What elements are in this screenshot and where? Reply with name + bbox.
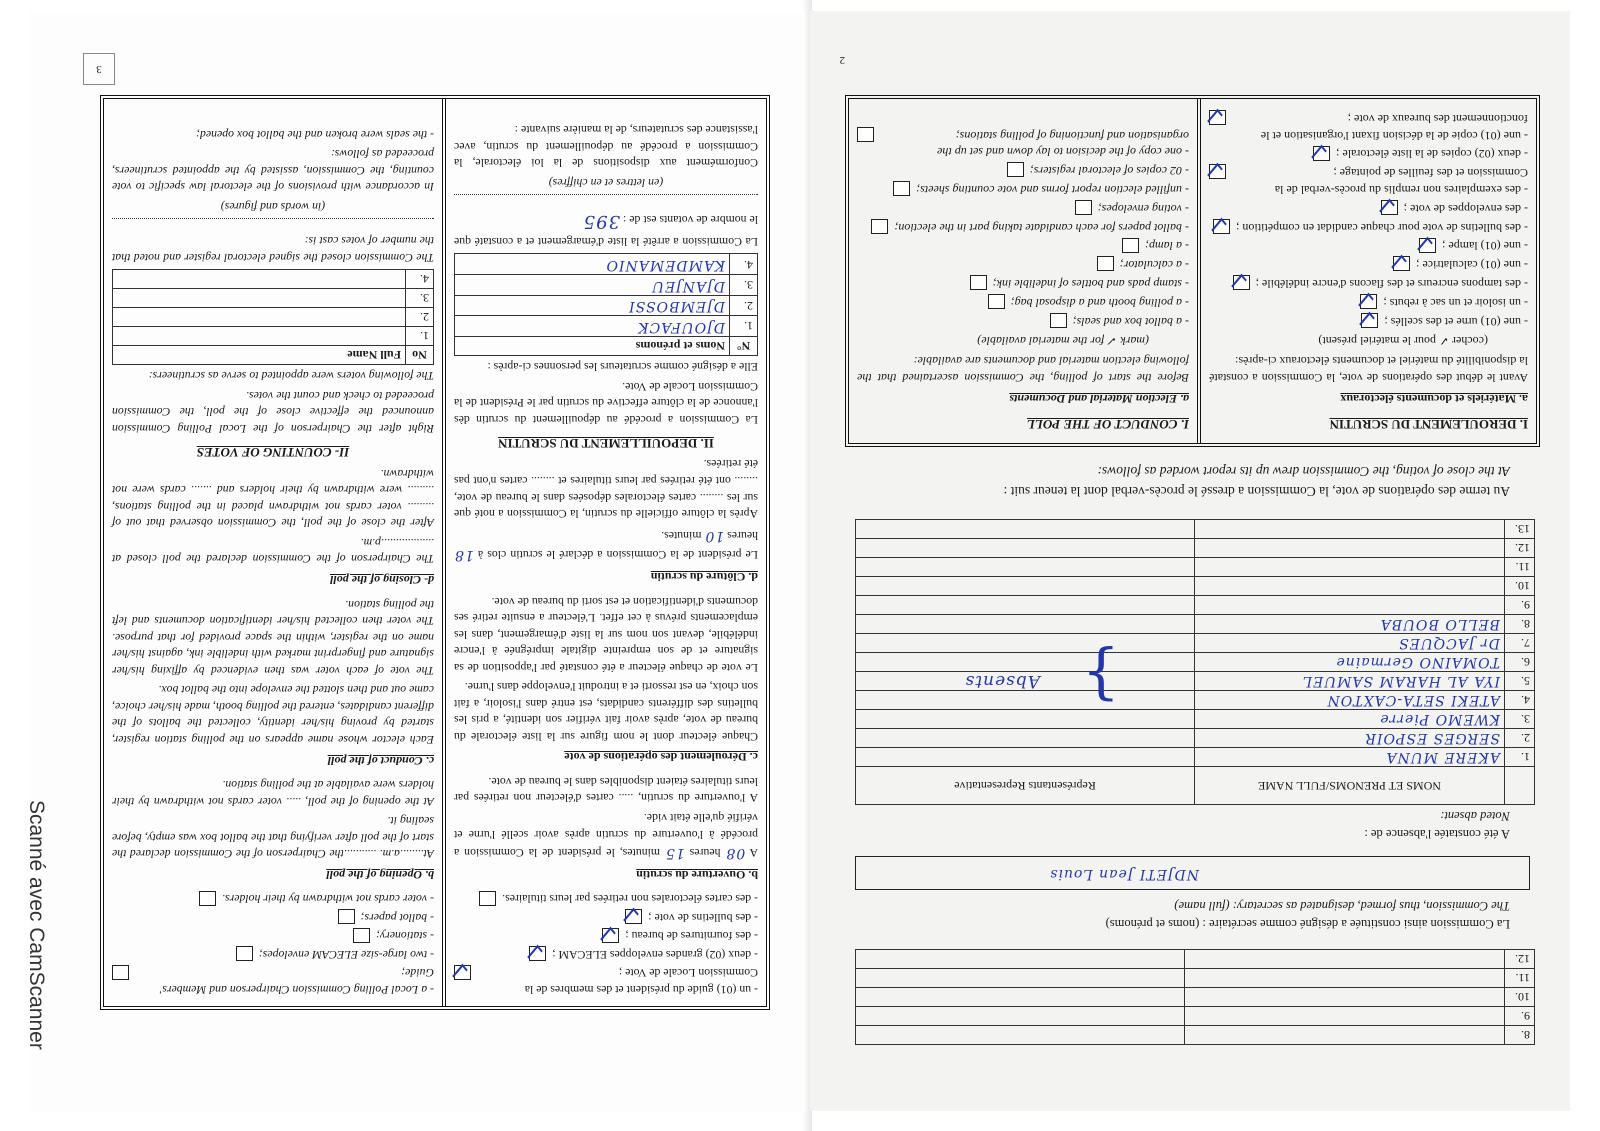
- checklist-item: - des tampons encreurs et des flacons d'encre indélébile ;: [1209, 275, 1528, 292]
- checklist-item: - stamp pads and bottles of indelible ink;: [857, 275, 1189, 292]
- checklist-item: - deux (02) grandes enveloppes ELECAM ;: [454, 946, 758, 963]
- scrutineer-table: N° Noms et prénoms 1. DJOUFACK 2. DJEMBOSSI 3. DJANJEU 4. KAMDEMANIO: [454, 253, 758, 355]
- absent-name: [1195, 558, 1505, 577]
- absence-label: A été constatée l'absence de : Noted absent:: [1364, 808, 1510, 841]
- checklist: [1209, 110, 1528, 330]
- checkbox[interactable]: [1075, 200, 1092, 215]
- checkbox[interactable]: [1209, 164, 1226, 179]
- checkbox[interactable]: [1393, 256, 1410, 271]
- checklist-item: - des exemplaires non remplis du procès-verbal de la Commission et des feuilles de pointage ;: [1209, 164, 1528, 198]
- table-header: NOMS ET PRENOMS/FULL NAME Représentants Representative: [856, 767, 1535, 805]
- checkbox[interactable]: [1381, 200, 1398, 215]
- english-column: I. CONDUCT OF THE POLL a. Election Material and Documents Before the start of polling, the Commission ascertained that the following election material and documents are available: (mark ✓ for the material available) - a ballot box and seals; - a polling booth and a disposal bag; - stamp pads and bottles of indelible ink; - a calculator; - a lamp; - ballot papers for each candidate taking part in the election; - voting envelopes; - unfilled election report forms and vote counting sheets; - 02 copies of electoral registers; - one copy of the decision to lay down and set up the organisation and functioning of polling stations;: [849, 99, 1201, 443]
- checklist-item: - des fournitures de bureau ;: [454, 928, 758, 945]
- checklist-item: - des enveloppes de vote ;: [1209, 200, 1528, 217]
- absent-name: TOMAINO Germaine: [1195, 653, 1505, 672]
- secretary-label: La Commission ainsi constituée a désigné comme secrétaire : (noms et prénoms) The Commission, thus formed, designated as secretary: (full name): [1105, 898, 1510, 931]
- absent-name: Dr JACQUES: [1195, 634, 1505, 653]
- checklist-item: - ballot papers;: [112, 909, 434, 926]
- scrutineer-name: KAMDEMANIO: [455, 254, 730, 275]
- checkbox[interactable]: [1213, 219, 1230, 234]
- checklist-item: - voter cards not withdrawn by their holders.: [112, 891, 434, 908]
- table-row: 1. DJOUFACK: [455, 316, 758, 337]
- scrutineer-name: DJOUFACK: [455, 316, 730, 337]
- conduct-box: [100, 95, 770, 1010]
- checkbox[interactable]: [1360, 294, 1377, 309]
- subsection-title: c. Conduct of the poll: [327, 753, 434, 768]
- table-row: 11.: [856, 558, 1535, 577]
- checkbox[interactable]: [1313, 146, 1330, 161]
- checkbox[interactable]: [625, 909, 642, 924]
- table-row: 6. TOMAINO Germaine: [856, 653, 1535, 672]
- scrutineer-table: No Full Name 1. 2. 3. 4.: [112, 269, 434, 365]
- checkbox[interactable]: [1209, 110, 1226, 125]
- checkbox[interactable]: [1050, 313, 1067, 328]
- checkbox[interactable]: [236, 946, 253, 961]
- section-title: II- COUNTING OF VOTES: [196, 445, 350, 461]
- checkbox[interactable]: [970, 275, 987, 290]
- table-row: 13.: [856, 520, 1535, 539]
- checklist-item: - a calculator;: [857, 256, 1189, 273]
- table-row: 2.: [113, 307, 434, 326]
- page-2: [810, 11, 1570, 1111]
- continued-table: [855, 949, 1535, 1045]
- close-statement: Au terme des opérations de vote, la Commission a dressé le procès-verbal dont la teneur suit : At the close of voting, the Commission drew up its report worded as follows:: [1003, 464, 1510, 499]
- absent-name: IYA AL HARAM SAMUEL: [1195, 672, 1505, 691]
- scrutineer-name: DJEMBOSSI: [455, 295, 730, 316]
- checklist: [857, 127, 1189, 330]
- checklist-item: - two large-size ELECAM envelopes;: [112, 946, 434, 963]
- absent-table: [855, 519, 1535, 805]
- table-row: 9.: [856, 1007, 1535, 1026]
- subsection-title: b. Opening of the poll: [326, 867, 434, 882]
- absent-name: [1195, 577, 1505, 596]
- checklist-item: - a polling booth and a disposal bag;: [857, 294, 1189, 311]
- checkbox[interactable]: [338, 909, 355, 924]
- table-row: 1.: [113, 326, 434, 345]
- opening-hour: 08: [725, 845, 746, 862]
- table-row: 7. Dr JACQUES: [856, 634, 1535, 653]
- checklist-item: - voting envelopes;: [857, 200, 1189, 217]
- checklist-item: - une (01) calculatrice ;: [1209, 256, 1528, 273]
- table-row: 5. IYA AL HARAM SAMUEL: [856, 672, 1535, 691]
- absent-name: SERGES ESPOIR: [1195, 729, 1505, 748]
- absent-name: [1195, 539, 1505, 558]
- table-row: 10.: [856, 988, 1535, 1007]
- checkbox[interactable]: [353, 928, 370, 943]
- checklist-item: - une (01) urne et des scellés ;: [1209, 313, 1528, 330]
- checklist-item: - 02 copies of electoral registers;: [857, 162, 1189, 179]
- checkbox[interactable]: [112, 965, 129, 980]
- subsection-title: a. Election Material and Documents: [1009, 391, 1189, 406]
- french-column: - un (01) guide du président et des membres de la Commission Locale de Vote ; - deux (02) grandes enveloppes ELECAM ; - des fournitures de bureau ; - des bulletins de vote ; - des cartes électorales non retirées par leurs titulaires. b. Ouverture du scrutin A 08 heures 15 minutes, le président de la Commission a procédé à l'ouverture du scrutin après avoir scellé l'urne et vérifié qu'elle était vide. A l'ouverture du scrutin, ..... cartes d'électeur non retirées par leurs titulaires étaient disponibles dans le bureau de vote. c. Déroulement des opérations de vote Chaque électeur dont le nom figure sur la liste électorale du bureau de vote, après avoir fait vérifier son identité, a pris les bulletins des différents candidats, est entré dans l'isoloir, a fait son choix, en est ressorti et a introduit l'enveloppe dans l'urne. Le vote de chaque électeur a été constaté par l'apposition de sa signature et de son empreinte digitale imprégnée à l'encre indélébile, devant son nom sur la liste d'émargement, dans les emplacements prévus à cet effet. L'électeur a ensuite retiré ses documents d'identification et est sorti du bureau de vote. d. Clôture du scrutin Le président de la Commission a déclaré le scrutin clos à 18 heures 10 minutes. Après la clôture officielle du scrutin, la Commission a noté que sur les ........ cartes électorales déposées dans le bureau de vote, ........ ont été retirées par leurs titulaires et ........ cartes n'ont pas été retirées. II. DEPOUILLEMENT DU SCRUTIN La Commission a procédé au dépouillement du scrutin dès l'annonce de la clôture effective du scrutin par le Président de la Commission Locale de Vote. Elle a désigné comme scrutateurs les personnes ci-après : N° Noms et prénoms 1. DJOUFACK 2. DJEMBOSSI 3. DJANJEU 4. KAMDEMANIO La Commission a arrêté la liste d'émargement et a constaté que le nombre de votants est de : 395 (en lettres et en chiffres) Conformément aux dispositions de la loi électorale, la Commission a procédé au dépouillement du scrutin, avec l'assistance des scrutateurs, de la manière suivante :: [454, 123, 758, 997]
- absent-name: AKERE MUNA: [1195, 748, 1505, 767]
- checkbox[interactable]: [871, 219, 888, 234]
- section-title: II. DEPOUILLEMENT DU SCRUTIN: [498, 435, 714, 451]
- absents-note: Absents: [964, 671, 1040, 691]
- opening-minute: 15: [664, 845, 685, 862]
- checkbox[interactable]: [199, 891, 216, 906]
- checklist-item: - des bulletins de vote ;: [454, 909, 758, 926]
- table-row: 2. DJEMBOSSI: [455, 295, 758, 316]
- checklist-item: - une (01) copie de la décision fixant l'organisation et le fonctionnement des bureaux de vote ;: [1209, 110, 1528, 144]
- checkbox[interactable]: [1361, 313, 1378, 328]
- checklist-item: - stationery;: [112, 928, 434, 945]
- closing-hour: 18: [454, 547, 474, 564]
- subsection-title: b. Ouverture du scrutin: [636, 867, 758, 882]
- checkbox[interactable]: [857, 127, 874, 142]
- page-3: [30, 11, 805, 1111]
- checkbox[interactable]: [1233, 275, 1250, 290]
- closing-minute: 10: [704, 527, 725, 544]
- checkbox[interactable]: [479, 891, 496, 906]
- checklist-item: - une (01) lampe ;: [1209, 238, 1528, 255]
- english-column: - a Local Polling Commission Chairperson and Members' Guide; - two large-size ELECAM envelopes; - stationery; - ballot papers; - voter cards not withdrawn by their holders. b. Opening of the poll At........a.m. ...........the Chairperson of the Commission declared the start of the poll after verifying that the ballot box was empty, before sealing it. At the opening of the poll, ..... voter cards not withdrawn by their holders were available at the polling station. c. Conduct of the poll Each elector whose name appears on the polling station register, started by proving his/her identity, collected the ballots of the different candidates, entered the polling booth, made his/her choice, came out and then slotted the envelope into the ballot box. The vote of each voter was then evidenced by affixing his/her signature and fingerprint marked with indelible ink, against his/her name on the register, within the space provided for that purpose. The voter then collected his/her identification documents and left the polling station. d- Closing of the poll The Chairperson of the Commission declared the poll closed at ..................p.m. After the close of the poll, the Commission observed that out of ......... voter cards not withdrawn placed in the polling stations, ......... were withdrawn by their holders and ....... cards were not withdrawn. II- COUNTING OF VOTES Right after the Chairperson of the Local Polling Commission announced the effective close of the poll, the Commission proceeded to check and count the votes. The following voters were appointed to serve as scrutineers: No Full Name 1. 2. 3. 4. The Commission closed the signed electoral register and noted that the number of votes cast is: (in words and figures) In accordance with provisions of the electoral law specific to vote counting, the Commission, assisted by the appointed scrutineers, proceeded as follows: - the seals were broken and the ballot box opened;: [104, 99, 446, 1006]
- checkbox[interactable]: [1122, 238, 1139, 253]
- table-row: 2. SERGES ESPOIR: [856, 729, 1535, 748]
- checklist-item: - unfilled election report forms and vote counting sheets;: [857, 181, 1189, 198]
- checklist-item: - des cartes électorales non retirées par leurs titulaires.: [454, 891, 758, 908]
- checklist-item: - un (01) guide du président et des membres de la Commission Locale de Vote ;: [454, 965, 758, 998]
- checkbox[interactable]: [893, 181, 910, 196]
- checklist-item: - ballot papers for each candidate taking part in the election;: [857, 219, 1189, 236]
- page-number: 2: [839, 54, 845, 66]
- table-row: 8.: [856, 1026, 1535, 1045]
- table-row: 10.: [856, 577, 1535, 596]
- checklist-item: - a ballot box and seals;: [857, 313, 1189, 330]
- absent-name: KWEMO Pierre: [1195, 710, 1505, 729]
- checkbox[interactable]: [1419, 238, 1436, 253]
- table-row: 4. ATEKI SETA-CAXTON: [856, 691, 1535, 710]
- table-row: 1. AKERE MUNA: [856, 748, 1535, 767]
- table-row: 4.: [113, 269, 434, 288]
- table-row: 12.: [856, 539, 1535, 558]
- conduct-box: [845, 95, 1540, 447]
- checkbox[interactable]: [1007, 162, 1024, 177]
- absent-name: [1195, 596, 1505, 615]
- brace-mark: }: [1081, 641, 1120, 711]
- french-column: I. DEROULEMENT DU SCRUTIN a. Matériels et documents électoraux Avant le début des opérations de vote, la Commission a constaté la disponibilité du matériel et documents électoraux ci-après: (cocher ✓ pour le matériel présent) - une (01) urne et des scellés ; - un isoloir et un sac à rebuts ; - des tampons encreurs et des flacons d'encre indélébile ; - une (01) calculatrice ; - une (01) lampe ; - des bulletins de vote pour chaque candidat en compétition ; - des enveloppes de vote ; - des exemplaires non remplis du procès-verbal de la Commission et des feuilles de pointage ; - deux (02) copies de la liste électorale ; - une (01) copie de la décision fixant l'organisation et le fonctionnement des bureaux de vote ;: [1209, 111, 1528, 432]
- table-row: 9.: [856, 596, 1535, 615]
- table-row: 3. DJANJEU: [455, 274, 758, 295]
- absent-name: BELLO BOUBA: [1195, 615, 1505, 634]
- subsection-title: a. Matériels et documents électoraux: [1340, 391, 1528, 406]
- checkbox[interactable]: [529, 946, 546, 961]
- checklist-item: - one copy of the decision to lay down and set up the organisation and functioning of polling stations;: [857, 127, 1189, 161]
- secretary-name-field: NDJETI Jean Louis: [855, 856, 1530, 890]
- table-row: 11.: [856, 969, 1535, 988]
- section-title: I. DEROULEMENT DU SCRUTIN: [1329, 417, 1528, 432]
- checkbox[interactable]: [602, 928, 619, 943]
- checklist-item: - des bulletins de vote pour chaque candidat en compétition ;: [1209, 219, 1528, 236]
- scrutineer-name: DJANJEU: [455, 274, 730, 295]
- table-row: 8. BELLO BOUBA: [856, 615, 1535, 634]
- table-row: 3.: [113, 288, 434, 307]
- absent-name: [1195, 520, 1505, 539]
- checklist-item: - un isoloir et un sac à rebuts ;: [1209, 294, 1528, 311]
- checkbox[interactable]: [1097, 256, 1114, 271]
- checklist-item: - a Local Polling Commission Chairperson and Members' Guide;: [112, 965, 434, 998]
- absent-name: ATEKI SETA-CAXTON: [1195, 691, 1505, 710]
- table-row: 12.: [856, 950, 1535, 969]
- checkbox[interactable]: [454, 965, 471, 980]
- table-row: 3. KWEMO Pierre: [856, 710, 1535, 729]
- camscanner-watermark: Scanné avec CamScanner: [25, 800, 48, 1050]
- page-number: 3: [83, 53, 115, 85]
- subsection-title: d- Closing of the poll: [329, 573, 434, 588]
- table-row: 4. KAMDEMANIO: [455, 254, 758, 275]
- subsection-title: d. Clôture du scrutin: [650, 570, 758, 585]
- checklist-item: - a lamp;: [857, 238, 1189, 255]
- voters-count: 395: [582, 210, 621, 232]
- checkbox[interactable]: [988, 294, 1005, 309]
- section-title: I. CONDUCT OF THE POLL: [1027, 417, 1189, 432]
- subsection-title: c. Déroulement des opérations de vote: [564, 750, 758, 765]
- checklist-item: - deux (02) copies de la liste électorale ;: [1209, 146, 1528, 163]
